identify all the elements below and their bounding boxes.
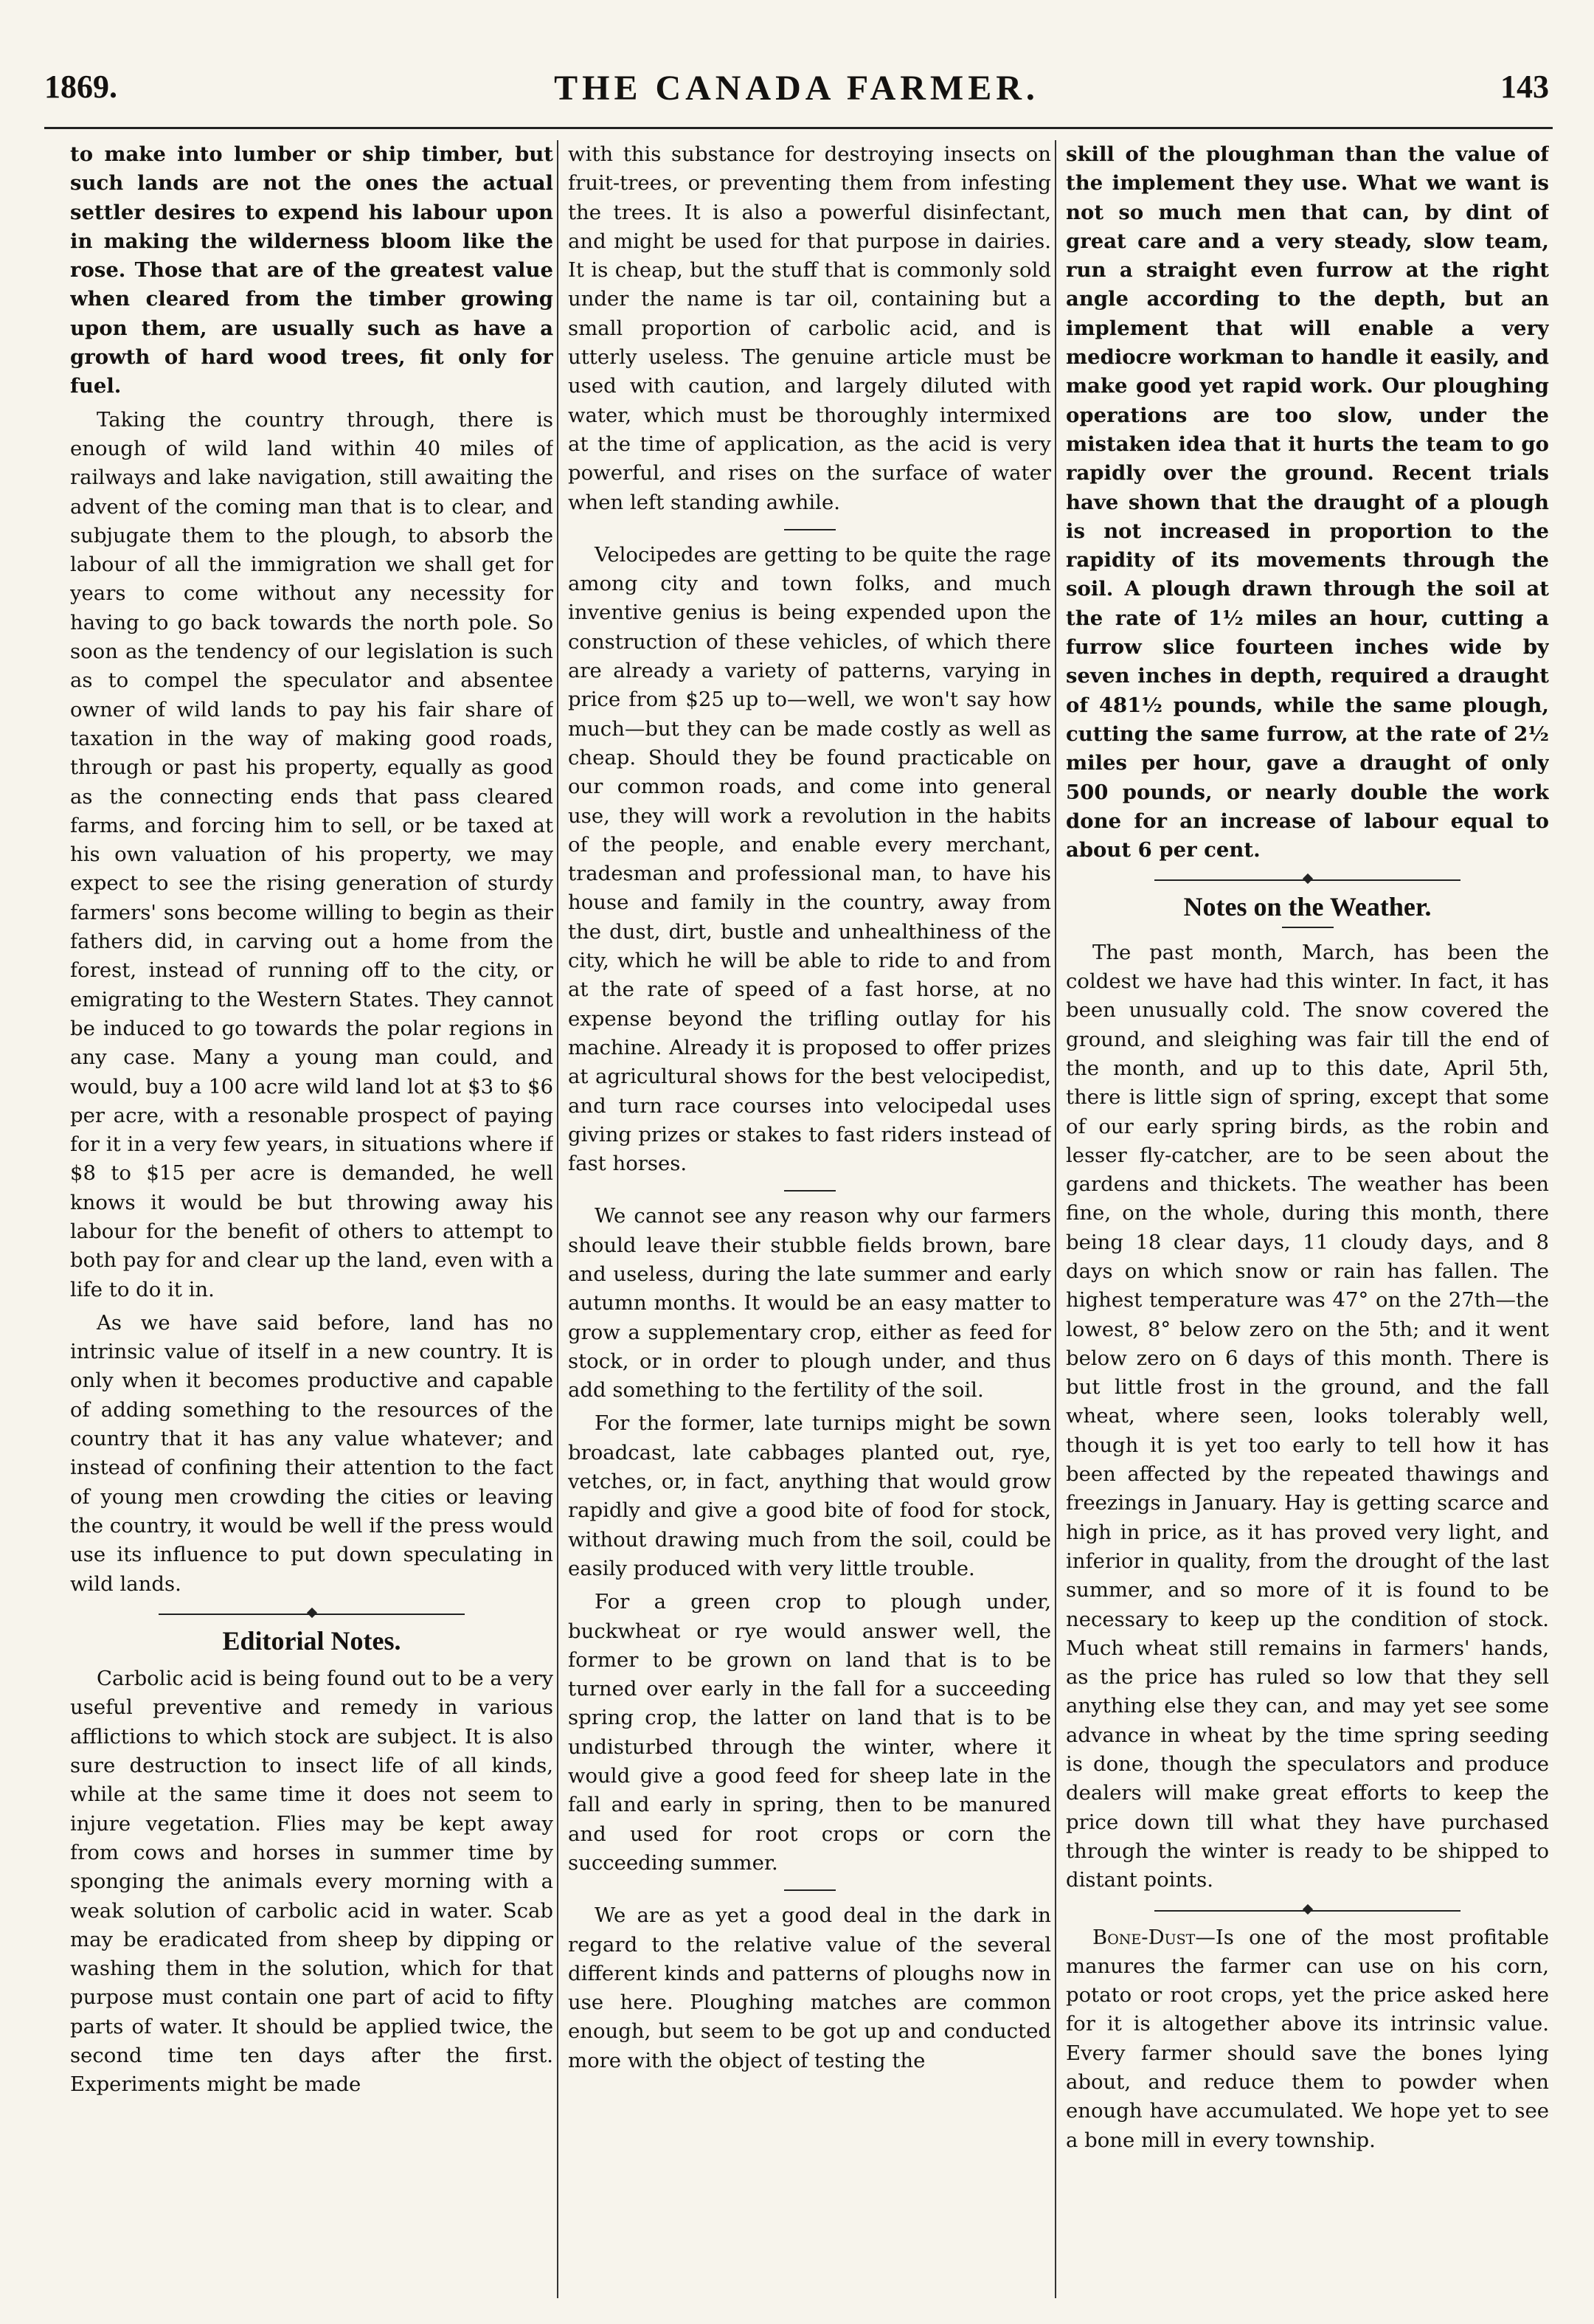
bone-dust-text: —Is one of the most profitable manures the farmer can use on his corn, potato or root crops, yet the price asked here for it is altogether above its intrinsic value. Every farmer should save the bones lying about, and reduce them to powder when enough have accumulated. We hope yet to see a bone mill in every township.	[1066, 1925, 1549, 2152]
column-divider	[557, 140, 558, 2298]
section-heading-editorial-notes: Editorial Notes.	[222, 1625, 401, 1656]
article-paragraph: For the former, late turnips might be sown broadcast, late cabbages planted out, rye, vetches, or, in fact, anything that would grow rapidly and give a good bite of food for stock, without drawing much from the soil, could be easily produced with very little trouble.	[568, 1411, 1051, 1580]
page-number: 143	[1500, 69, 1549, 105]
section-heading-weather: Notes on the Weather.	[1183, 892, 1432, 922]
item-separator	[784, 529, 836, 530]
article-paragraph: Taking the country through, there is enough of wild land within 40 miles of railways and lake navigation, still awaiting the advent of the coming man that is to clear, and subjugate them to the plough, to absorb the labour of all the immigration we shall get for years to come without any necessity for having to go back towards the north pole. So soon as the tendency of our legislation is such as to compel the speculator and absentee owner of wild lands to pay his fair share of taxation in the way of making good roads, through or past his property, equally as good as the connecting ends that pass cleared farms, and forcing him to sell, or be taxed at his own valuation of his property, we may expect to see the rising generation of sturdy farmers' sons become willing to begin as their fathers did, in carving out a home from the forest, instead of running off to the city, or emigrating to the Western States. They cannot be induced to go towards the polar regions in any case. Many a young man could, and would, buy a 100 acre wild land lot at $3 to $6 per acre, with a resonable prospect of paying for it in a very few years, in situations where if $8 to $15 per acre is demanded, he well knows it would be but throwing away his labour for the benefit of others to attempt to both pay for and clear up the land, even with a life to do it in.	[70, 407, 553, 1301]
article-paragraph: Carbolic acid is being found out to be a very useful preventive and remedy in various afflictions to which stock are subject. It is also sure destruction to insect life of all kinds, while at the same time it does not seem to injure vegetation. Flies may be kept away from cows and horses in summer time by sponging the animals every morning with a weak solution of carbolic acid in water. Scab may be eradicated from sheep by dipping or washing them in the solution, which for that purpose must contain one part of acid to fifty parts of water. It should be applied twice, the second time ten days after the first. Experiments might be made	[70, 1667, 553, 2097]
article-paragraph: The past month, March, has been the coldest we have had this winter. In fact, it has been unusually cold. The snow covered the ground, and sleighing was fair till the end of the month, and up to this date, April 5th, there is little sign of spring, except that some of our early spring birds, as the robin and lesser fly-catcher, are to be seen about the gardens and thickets. The weather has been fine, on the whole, during this month, there being 18 clear days, 11 cloudy days, and 8 days on which snow or rain has fallen. The highest temperature was 47° on the 27th—the lowest, 8° below zero on the 5th; and it went below zero on 6 days of this month. There is but little frost in the ground, and the fall wheat, where seen, looks tolerably well, though it is yet too early to tell how it has been affected by the repeated thawings and freezings in January. Hay is getting scarce and high in price, as it has proved very light, and inferior in quality, from the drought of the last summer, and so more of it is found to be necessary to keep up the condition of stock. Much wheat still remains in farmers' hands, as the price has ruled so low that they sell anything else they can, and may yet see some advance in wheat by the time spring seeding is done, though the speculators and produce dealers will make great efforts to keep the price down till what they have purchased through the winter is ready to be shipped to distant points.	[1066, 940, 1549, 1892]
article-paragraph: with this substance for destroying insects on fruit-trees, or preventing them from infesting the trees. It is also a powerful disinfectant, and might be used for that purpose in dairies. It is cheap, but the stuff that is commonly sold under the name is tar oil, containing but a small proportion of carbolic acid, and is utterly useless. The genuine article must be used with caution, and largely diluted with water, which must be thoroughly intermixed at the time of application, as the acid is very powerful, and rises on the surface of water when left standing awhile.	[568, 142, 1051, 514]
article-paragraph: For a green crop to plough under, buckwheat or rye would answer well, the former to be grown on land that is to be turned over early in the fall for a succeeding spring crop, the latter on land that is to be undisturbed through the winter, where it would give a good feed for sheep late in the fall and early in spring, then to be manured and used for root crops or corn the succeeding summer.	[568, 1590, 1051, 1875]
article-paragraph: We cannot see any reason why our farmers should leave their stubble fields brown, bare and useless, during the late summer and early autumn months. It would be an easy matter to grow a supplementary crop, either as feed for stock, or in order to plough under, and thus add something to the fertility of the soil.	[568, 1204, 1051, 1403]
article-paragraph-bone-dust	[1066, 1923, 1549, 2155]
article-paragraph: As we have said before, land has no intrinsic value of itself in a new country. It is only when it becomes productive and capable of adding something to the resources of the country that it has any value whatever; and instead of confining their attention to the fact of young men crowding the cities or leaving the country, it would be well if the press would use its influence to put down speculating in wild lands.	[70, 1310, 553, 1596]
article-paragraph: to make into lumber or ship timber, but such lands are not the ones the actual settler desires to expend his labour upon in making the wilderness bloom like the rose. Those that are of the greatest value when cleared from the timber growing upon them, are usually such as have a growth of hard wood trees, fit only for fuel.	[70, 142, 553, 398]
heading-underline	[1282, 927, 1334, 928]
masthead-title: THE CANADA FARMER.	[554, 69, 1039, 108]
header-rule	[44, 127, 1553, 129]
bone-dust-label: Bone-Dust	[1092, 1925, 1196, 1949]
column-divider	[1055, 140, 1056, 2298]
item-separator	[784, 1889, 836, 1891]
item-separator	[784, 1190, 836, 1192]
article-paragraph: skill of the ploughman than the value of the implement they use. What we want is not so much men that can, by dint of great care and a very steady, slow team, run a straight even furrow at the right angle according to the depth, but an implement that will enable a very mediocre workman to handle it easily, and make good yet rapid work. Our ploughing operations are too slow, under the mistaken idea that it hurts the team to go rapidly over the ground. Recent trials have shown that the draught of a plough is not increased in proportion to the rapidity of its movements through the soil. A plough drawn through the soil at the rate of 1½ miles an hour, cutting a furrow slice fourteen inches wide by seven inches in depth, required a draught of 481½ pounds, while the same plough, cutting the same furrow, at the rate of 2½ miles per hour, gave a draught of only 500 pounds, or nearly double the work done for an increase of labour equal to about 6 per cent.	[1066, 142, 1549, 862]
section-ornament	[1066, 876, 1549, 884]
column-3	[1066, 140, 1549, 2302]
article-paragraph: Velocipedes are getting to be quite the rage among city and town folks, and much inventive genius is being expended upon the construction of these vehicles, of which there are already a variety of patterns, varying in price from $25 up to—well, we won't say how much—but they can be made costly as well as cheap. Should they be found practicable on our common roads, and come into general use, they will work a revolution in the habits of the people, and enable every merchant, tradesman and professional man, to have his house and family in the country, away from the dust, dirt, bustle and unhealthiness of the city, which he will be able to ride to and from at the rate of speed of a fast horse, at no expense beyond the trifling outlay for his machine. Already it is proposed to offer prizes at agricultural shows for the best velocipedist, and turn race courses into velocipedal uses giving prizes or stakes to fast riders instead of fast horses.	[568, 542, 1051, 1176]
issue-year: 1869.	[44, 69, 117, 105]
column-2	[568, 140, 1051, 2302]
column-1	[70, 140, 553, 2302]
section-ornament	[70, 1611, 553, 1618]
section-ornament	[1066, 1907, 1549, 1915]
article-paragraph: We are as yet a good deal in the dark in regard to the relative value of the several different kinds and patterns of ploughs now in use here. Ploughing matches are common enough, but seem to be got up and conducted more with the object of testing the	[568, 1903, 1051, 2072]
page-header	[44, 68, 1549, 120]
